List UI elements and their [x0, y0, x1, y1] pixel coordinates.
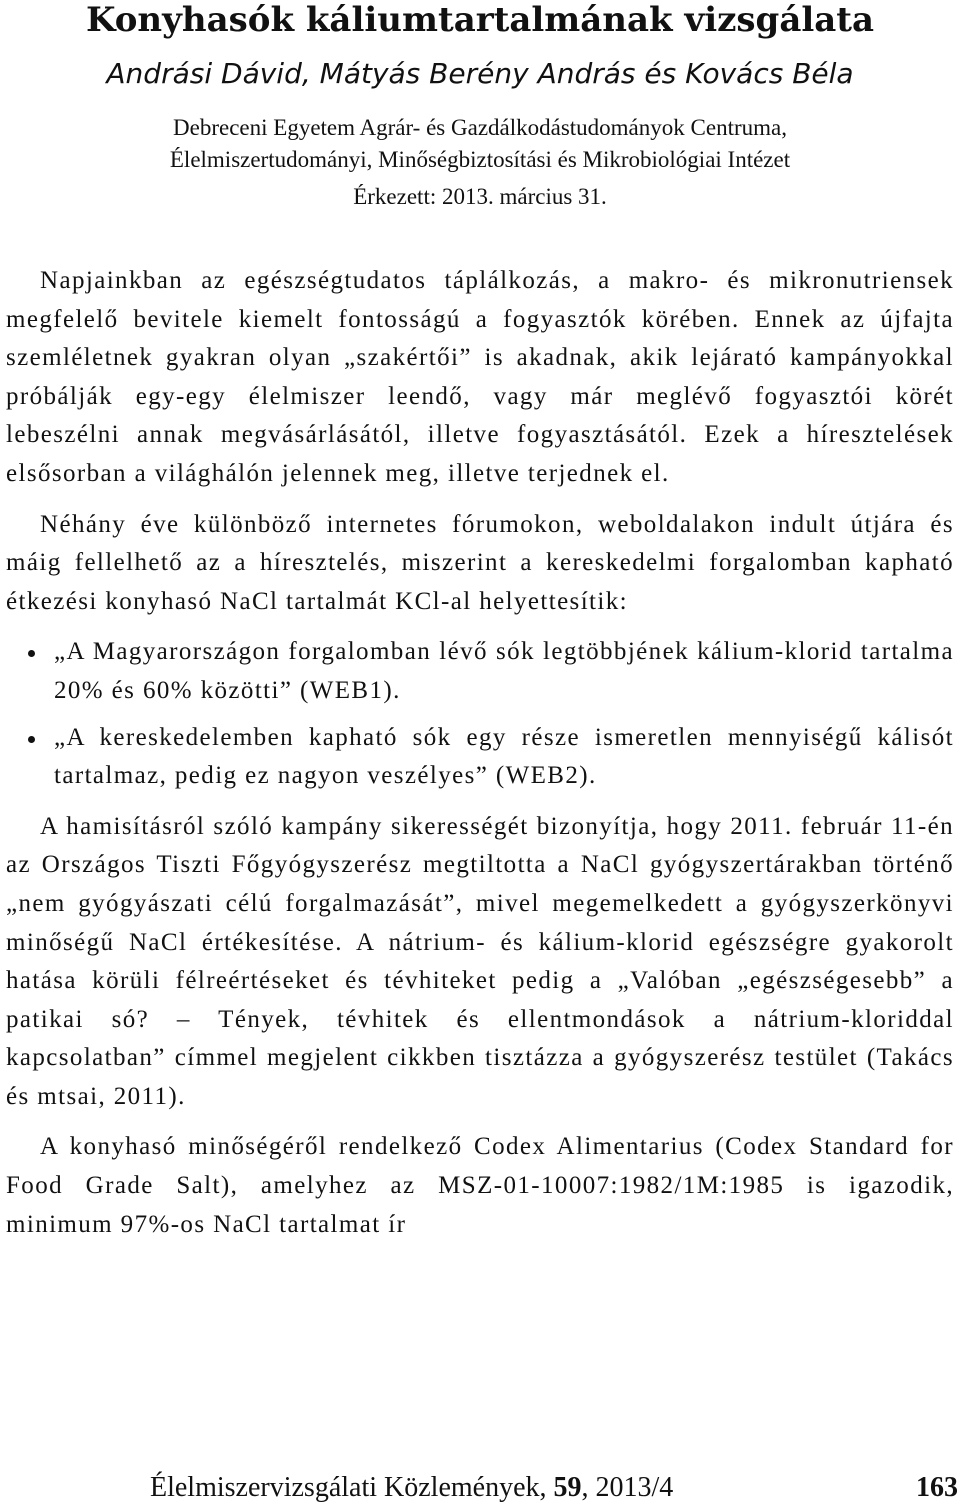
affiliation-line-1: Debreceni Egyetem Agrár- és Gazdálkodástudományok Centruma,: [173, 115, 787, 140]
list-item: [6, 633, 954, 710]
paragraph-4: A konyhasó minőségéről rendelkező Codex Alimentarius (Codex Standard for Food Grade Salt), amelyhez az MSZ-01-10007:1982/1M:1985 is igazodik, minimum 97%-os NaCl tartalmat ír: [6, 1133, 954, 1238]
paragraph-1: Napjainkban az egészségtudatos táplálkozás, a makro- és mikronutriensek megfelelő bevitele kiemelt fontosságú a fogyasztók körében. Ennek az újfajta szemléletnek gyakran olyan „szakértői” is akadnak, akik lejárató kampányokkal próbálják egy-egy élelmiszer leendő, vagy már meglévő fogyasztói körét lebeszélni annak megvásárlásától, illetve fogyasztásától. Ezek a híresztelések elsősorban a világhálón jelennek meg, illetve terjednek el.: [6, 267, 954, 487]
affiliation-line-2: Élelmiszertudományi, Minőségbiztosítási és Mikrobiológiai Intézet: [169, 147, 791, 172]
paragraph-2: Néhány éve különböző internetes fórumokon, weboldalakon indult útjára és máig fellelhető az a híresztelés, miszerint a kereskedelmi forgalomban kapható étkezési konyhasó NaCl tartalmát KCl-al helyettesítik:: [6, 510, 954, 615]
page-footer: [150, 1470, 958, 1506]
bullet-icon: [28, 736, 35, 743]
paragraph-3: A hamisításról szóló kampány sikerességét bizonyítja, hogy 2011. február 11-én az Országos Tiszti Főgyógyszerész megtiltotta a NaCl gyógyszertárakban történő „nem gyógyászati célú forgalmazását”, mivel megemelkedett a gyógyszerkönyvi minőségű NaCl értékesítése. A nátrium- és kálium-klorid egészségre gyakorolt hatása körüli félreértéseket és tévhiteket pedig a „Valóban „egészségesebb” a patikai só? – Tények, tévhitek és ellentmondások a nátrium-kloriddal kapcsolatban” címmel megjelent cikkben tisztázza a gyógyszerész testület (Takács és mtsai, 2011).: [6, 812, 954, 1110]
journal-issue: , 2013/4: [581, 1472, 674, 1503]
article-body: [6, 262, 954, 1244]
list-item-text: „A kereskedelemben kapható sók egy része ismeretlen mennyiségű kálisót tartalmaz, pedig ez nagyon veszélyes” (WEB2).: [54, 723, 954, 790]
list-item: [6, 719, 954, 796]
journal-name: Élelmiszervizsgálati Közlemények,: [150, 1472, 554, 1503]
affiliation: [0, 112, 960, 176]
journal-volume: 59: [553, 1472, 582, 1503]
list-item-text: „A Magyarországon forgalomban lévő sók legtöbbjének kálium-klorid tartalma 20% és 60% közötti” (WEB1).: [54, 638, 954, 704]
page-number: 163: [916, 1472, 958, 1503]
bullet-icon: [28, 650, 35, 657]
quote-list: [6, 633, 954, 795]
received-date: Érkezett: 2013. március 31.: [353, 184, 607, 209]
authors: Andrási Dávid, Mátyás Berény András és Kovács Béla: [106, 57, 854, 90]
article-title: Konyhasók káliumtartalmának vizsgálata: [85, 0, 875, 40]
